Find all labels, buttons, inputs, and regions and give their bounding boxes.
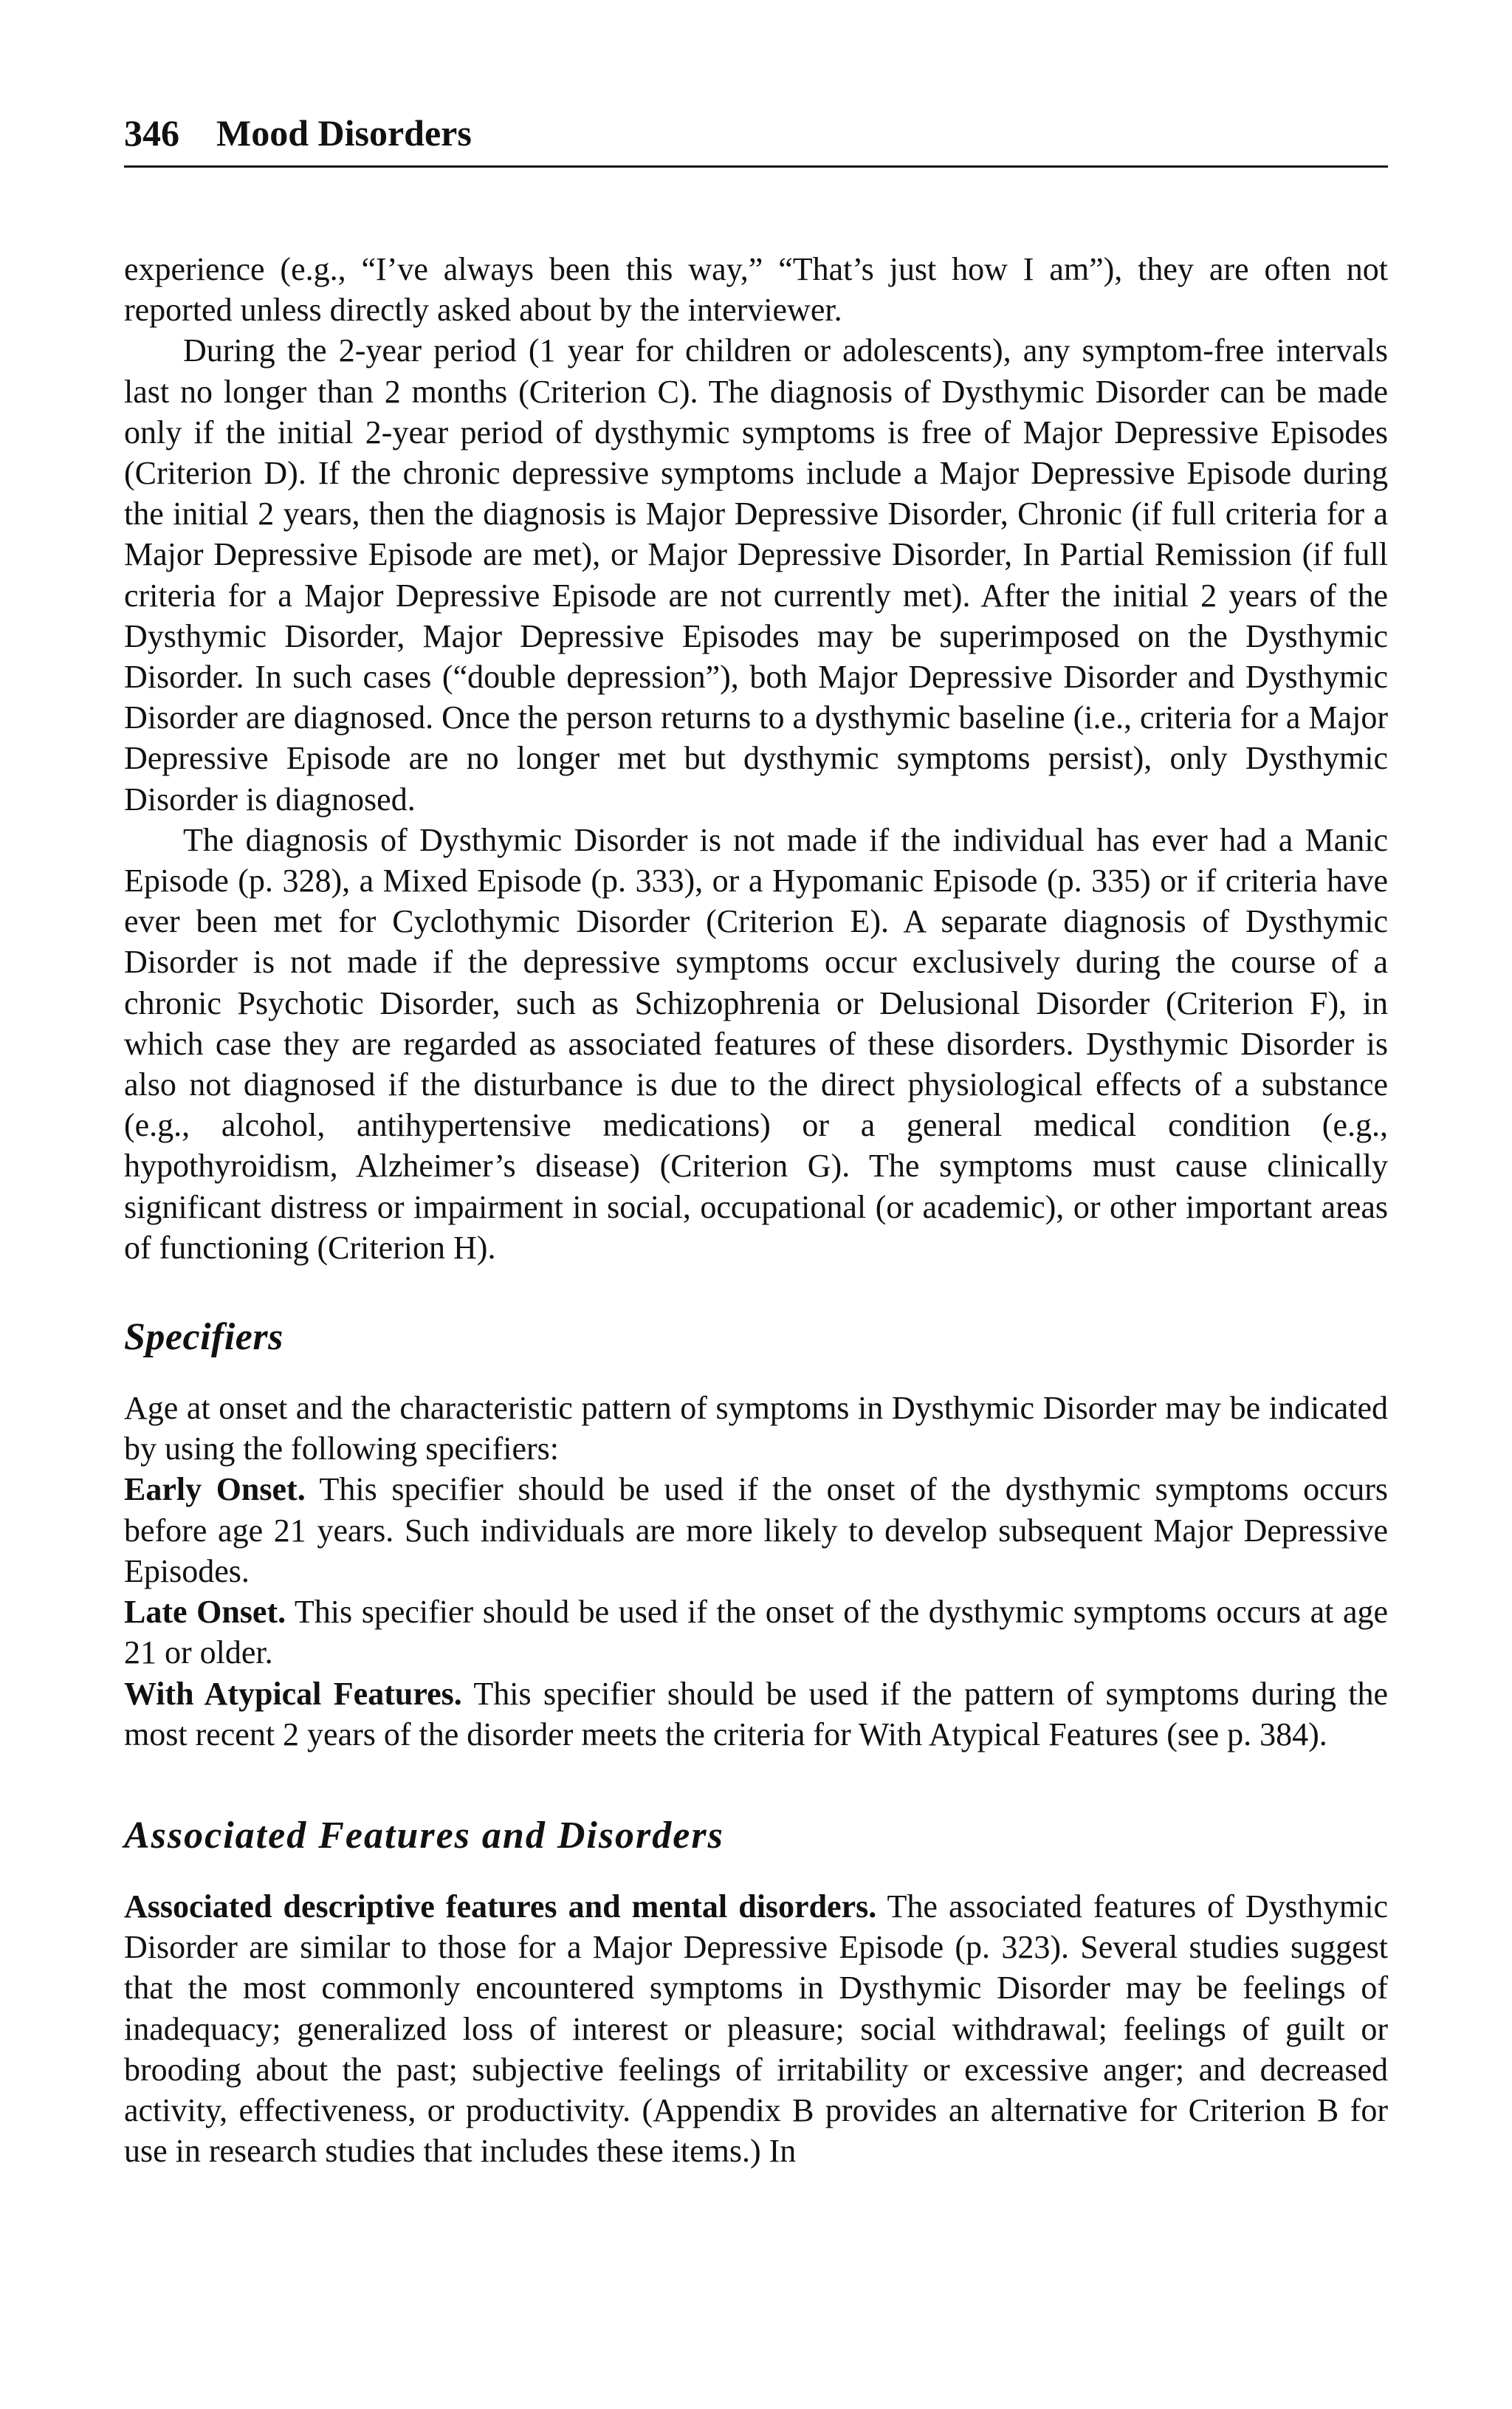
specifier-term: Late Onset.: [124, 1594, 286, 1631]
specifier-description: This specifier should be used if the onset of the dysthymic symptoms occurs before age 21 years. Such individuals are more likely to develop subsequent Major Depressive Episodes.: [124, 1471, 1389, 1589]
section-heading-associated-features: Associated Features and Disorders: [124, 1814, 724, 1857]
page-number: 346: [124, 112, 179, 154]
run-in-heading: Associated descriptive features and mental disorders.: [124, 1888, 877, 1925]
specifier-late-onset: [124, 1591, 1388, 1673]
paragraph-exclusions: The diagnosis of Dysthymic Disorder is not made if the individual has ever had a Manic Episode (p. 328), a Mixed Episode (p. 333), or a Hypomanic Episode (p. 335) or if criteria have ever been met for Cyclothymic Disorder (Criterion E). A separate diagnosis of Dysthymic Disorder is not made if the depressive symptoms occur exclusively during the course of a chronic Psychotic Disorder, such as Schizophrenia or Delusional Disorder (Criterion F), in which case they are regarded as associated features of these disorders. Dysthymic Disorder is also not diagnosed if the disturbance is due to the direct physiological effects of a substance (e.g., alcohol, antihypertensive medications) or a general medical condition (e.g., hypothyroidism, Alzheimer’s disease) (Criterion G). The symptoms must cause clinically significant distress or impairment in social, occupational (or academic), or other important areas of functioning (Criterion H).: [124, 821, 1388, 1266]
paragraph-continued: experience (e.g., “I’ve always been this way,” “That’s just how I am”), they are often not reported unless directly asked about by the interviewer.: [124, 251, 1388, 329]
paragraph-course: During the 2-year period (1 year for children or adolescents), any symptom-free intervals last no longer than 2 months (Criterion C). The diagnosis of Dysthymic Disorder can be made only if the initial 2-year period of dysthymic symptoms is free of Major Depressive Episodes (Criterion D). If the chronic depressive symptoms include a Major Depressive Episode during the initial 2 years, then the diagnosis is Major Depressive Disorder, Chronic (if full criteria for a Major Depressive Episode are met), or Major Depressive Disorder, In Partial Remission (if full criteria for a Major Depressive Episode are not currently met). After the initial 2 years of the Dysthymic Disorder, Major Depressive Episodes may be superimposed on the Dysthymic Disorder. In such cases (“double depression”), both Major Depressive Disorder and Dysthymic Disorder are diagnosed. Once the person returns to a dysthymic baseline (i.e., criteria for a Major Depressive Episode are no longer met but dysthymic symptoms persist), only Dysthymic Disorder is diagnosed.: [124, 332, 1388, 818]
running-head: [124, 111, 1388, 168]
specifier-atypical-features: [124, 1673, 1388, 1755]
specifiers-intro: Age at onset and the characteristic pattern of symptoms in Dysthymic Disorder may be indicated by using the following specifiers:: [124, 1390, 1388, 1467]
associated-features-text: The associated features of Dysthymic Disorder are similar to those for a Major Depressive Episode (p. 323). Several studies suggest that the most commonly encountered symptoms in Dysthymic Disorder may be feelings of inadequacy; generalized loss of interest or pleasure; social withdrawal; feelings of guilt or brooding about the past; subjective feelings of irritability or excessive anger; and decreased activity, effectiveness, or productivity. (Appendix B provides an alternative for Criterion B for use in research studies that includes these items.) In: [124, 1888, 1389, 2170]
specifier-description: This specifier should be used if the onset of the dysthymic symptoms occurs at age 21 or older.: [124, 1594, 1388, 1671]
book-page: [124, 111, 1388, 2171]
page-body: [124, 249, 1388, 2171]
specifier-term: Early Onset.: [124, 1471, 306, 1508]
section-heading-specifiers: Specifiers: [124, 1316, 284, 1359]
specifier-description: This specifier should be used if the pattern of symptoms during the most recent 2 years of the disorder meets the criteria for With Atypical Features (see p. 384).: [124, 1675, 1389, 1752]
chapter-title: Mood Disorders: [216, 112, 472, 154]
specifier-term: With Atypical Features.: [124, 1675, 462, 1712]
specifier-early-onset: [124, 1469, 1388, 1591]
paragraph-associated-features: [124, 1886, 1388, 2171]
